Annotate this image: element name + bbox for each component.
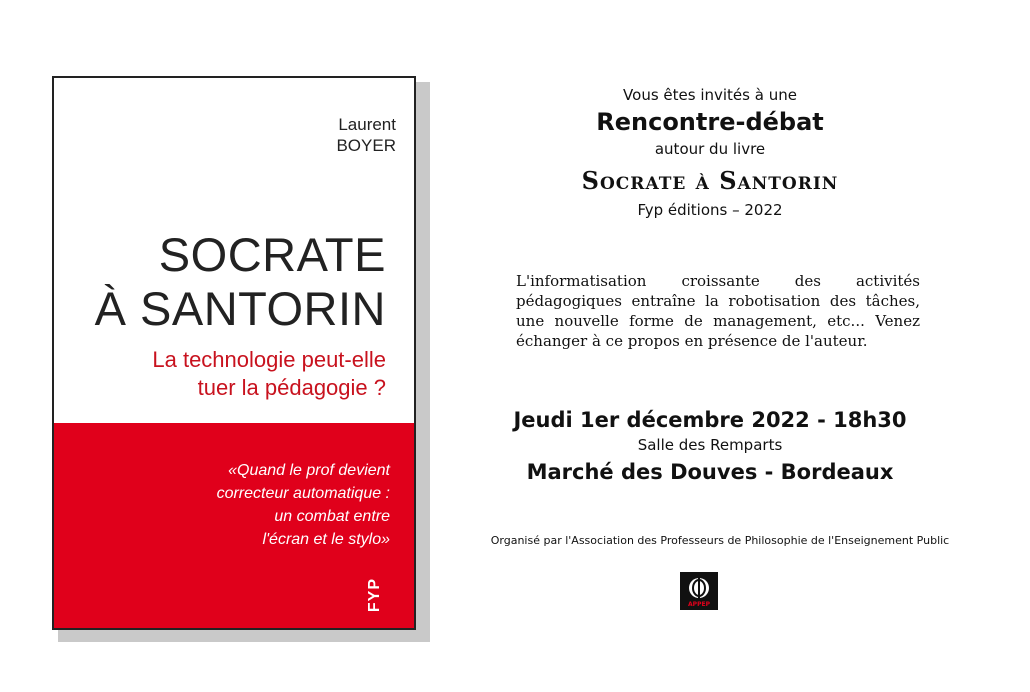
author-last-name: BOYER bbox=[336, 136, 396, 155]
cover-title-line2: À SANTORIN bbox=[94, 282, 386, 335]
event-title: Rencontre-débat bbox=[596, 108, 824, 136]
phi-icon bbox=[682, 574, 716, 608]
cover-red-block bbox=[54, 423, 414, 628]
book-title: Socrate à Santorin bbox=[581, 166, 839, 195]
quote-line3: un combat entre bbox=[274, 508, 390, 525]
cover-title-line1: SOCRATE bbox=[158, 228, 386, 281]
publisher-logo: FYP bbox=[366, 577, 383, 612]
cover-subtitle bbox=[152, 346, 386, 402]
cover-quote bbox=[217, 459, 390, 551]
appep-logo bbox=[680, 572, 718, 610]
book-cover bbox=[52, 76, 416, 630]
quote-line4: l'écran et le stylo» bbox=[262, 531, 390, 548]
quote-line2: correcteur automatique : bbox=[216, 485, 390, 502]
cover-subtitle-line1: La technologie peut-elle bbox=[152, 347, 386, 372]
organizer-text: Organisé par l'Association des Professeurs de Philosophie de l'Enseignement Public bbox=[490, 534, 950, 547]
event-description: L'informatisation croissante des activités pédagogiques entraîne la robotisation des tâches, une nouvelle forme de management, etc... Venez échanger à ce propos en présence de l'auteur. bbox=[516, 272, 920, 350]
event-details bbox=[460, 408, 960, 484]
invitation-intro: Vous êtes invités à une bbox=[623, 86, 797, 104]
cover-title bbox=[95, 228, 386, 336]
event-place: Marché des Douves - Bordeaux bbox=[526, 460, 894, 484]
author-first-name: Laurent bbox=[338, 115, 396, 134]
invitation-around: autour du livre bbox=[654, 140, 766, 158]
book-edition: Fyp éditions – 2022 bbox=[637, 201, 783, 219]
logo-text: APPEP bbox=[688, 601, 710, 608]
event-date: Jeudi 1er décembre 2022 - 18h30 bbox=[513, 408, 907, 432]
cover-author bbox=[336, 114, 396, 156]
cover-subtitle-line2: tuer la pédagogie ? bbox=[197, 375, 386, 400]
quote-line1: «Quand le prof devient bbox=[228, 462, 390, 479]
event-venue: Salle des Remparts bbox=[637, 436, 783, 454]
invitation-header bbox=[460, 86, 960, 219]
